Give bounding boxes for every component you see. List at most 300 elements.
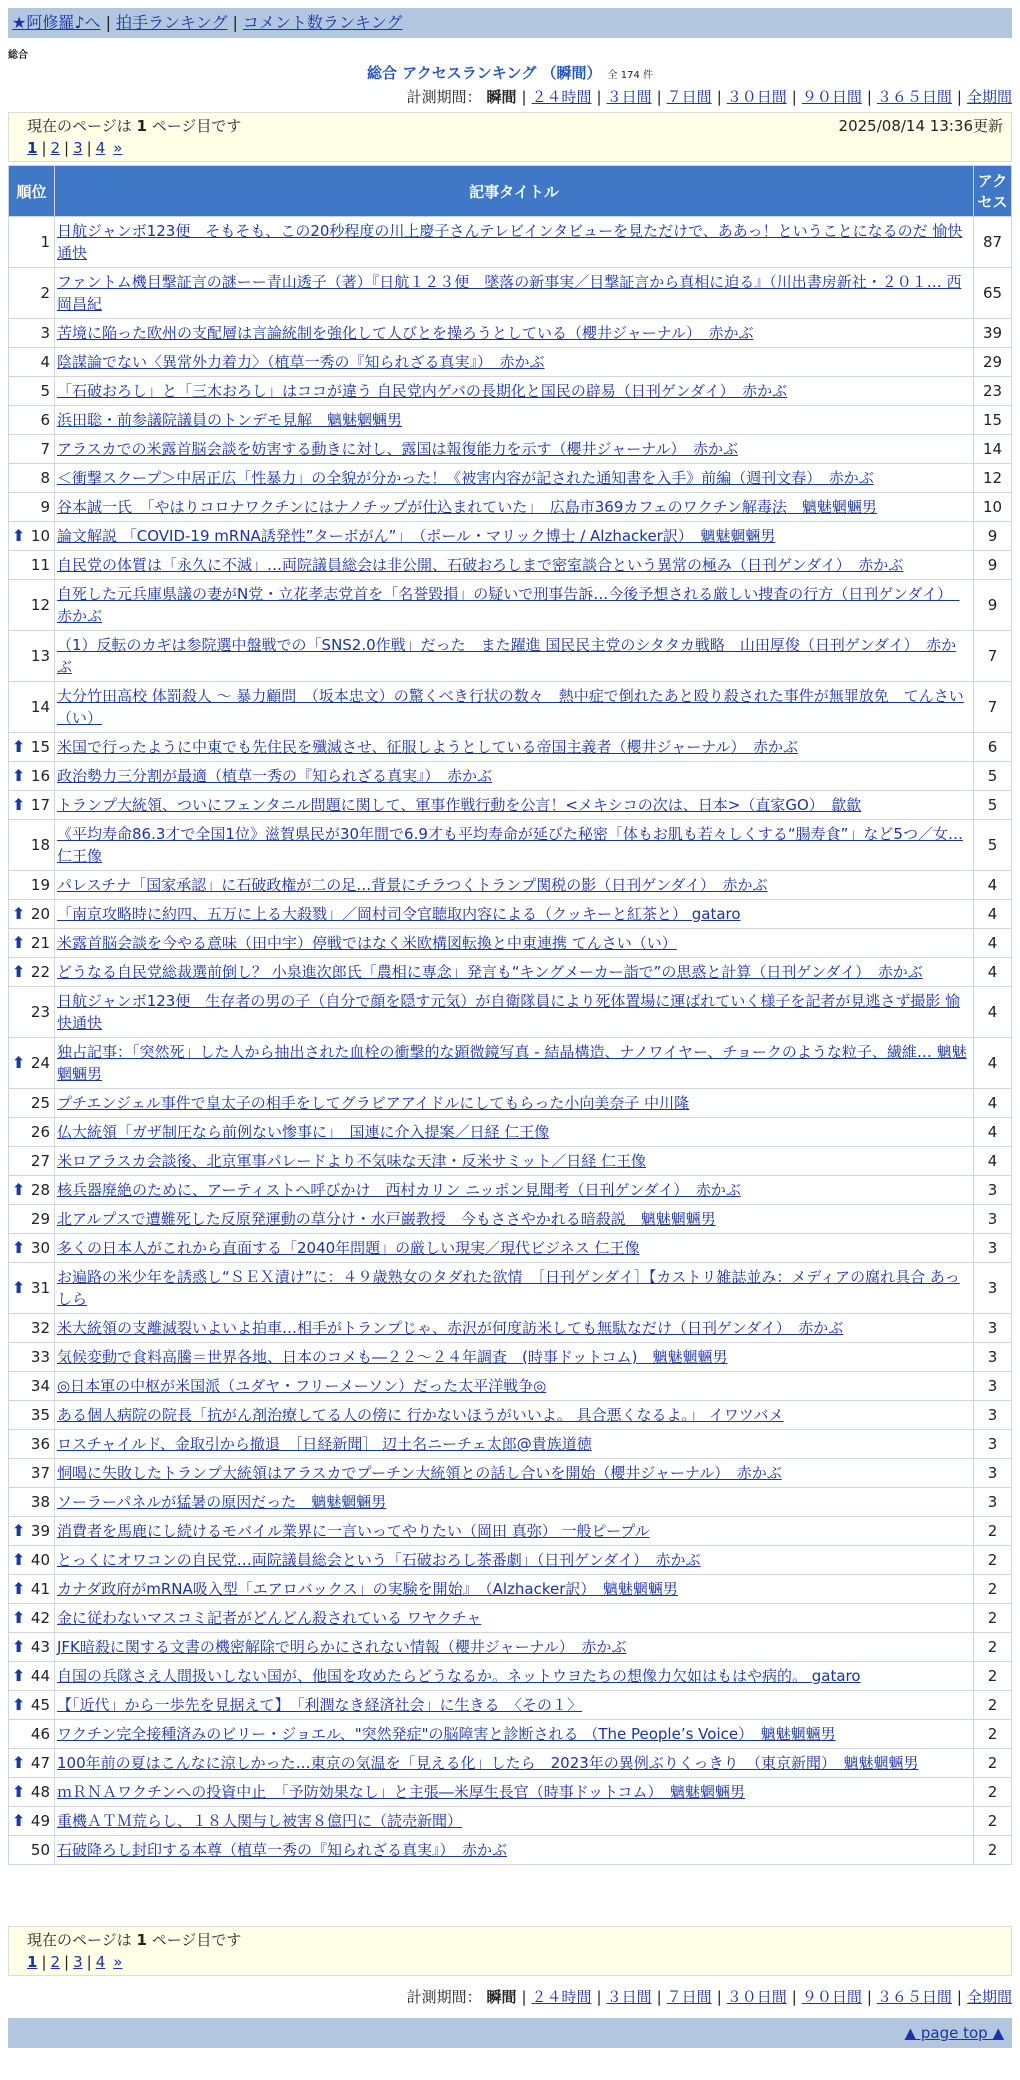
rank-cell: [9, 1691, 55, 1720]
title-cell: [55, 1147, 974, 1176]
rank-cell: [9, 762, 55, 791]
nav-link-clap-ranking[interactable]: 拍手ランキング: [115, 13, 228, 32]
table-row: [9, 1546, 1012, 1575]
nav-link-asyura-home[interactable]: ★阿修羅♪へ: [12, 13, 101, 32]
title-cell: [55, 1662, 974, 1691]
rank-up-arrow-icon: ⬆: [12, 1782, 26, 1801]
article-title-link[interactable]: お遍路の米少年を誘惑し“ＳＥＸ漬け”に：４９歳熟女のタダれた欲情 ［日刊ゲンダイ］【カストリ雑誌並み：メディアの腐れ具合 あっしら: [57, 1268, 960, 1308]
period-link-365d[interactable]: ３６５日間: [876, 88, 952, 106]
article-title-link[interactable]: 《平均寿命86.3才で全国1位》滋賀県民が30年間で6.9才も平均寿命が延びた秘密「体もお肌も若々しくする“腸寿食”」など5つ／女… 仁王像: [57, 825, 963, 865]
period-link-7d[interactable]: ７日間: [666, 1988, 712, 2006]
title-cell: [55, 791, 974, 820]
access-count: 10: [974, 493, 1012, 522]
table-row: [9, 551, 1012, 580]
title-cell: [55, 1604, 974, 1633]
period-link-all[interactable]: 全期間: [966, 88, 1012, 106]
page-link-3[interactable]: 3: [73, 139, 83, 157]
access-count: 3: [974, 1343, 1012, 1372]
table-row: [9, 464, 1012, 493]
access-count: 4: [974, 1089, 1012, 1118]
rank-cell: [9, 1176, 55, 1205]
total-count: 全 174 件: [607, 70, 653, 81]
rank-up-arrow-icon: ⬆: [12, 1053, 26, 1072]
rank-cell: [9, 682, 55, 733]
period-link-all[interactable]: 全期間: [966, 1988, 1012, 2006]
period-link-365d[interactable]: ３６５日間: [876, 1988, 952, 2006]
page-link-next[interactable]: »: [113, 1953, 123, 1971]
title-cell: [55, 682, 974, 733]
page-link-4[interactable]: 4: [95, 139, 106, 157]
table-row: [9, 217, 1012, 268]
table-row: [9, 1807, 1012, 1836]
article-title-link[interactable]: 論文解説 「COVID-19 mRNA誘発性”ターボがん”」 （ポール・マリック博士 / Alzhacker訳） 魑魅魍魎男: [57, 527, 776, 545]
ranking-table: [8, 165, 1012, 1865]
table-row: [9, 435, 1012, 464]
table-row: [9, 1604, 1012, 1633]
rank-number: 18: [30, 836, 50, 854]
rank-number: 8: [40, 469, 50, 487]
table-row: [9, 733, 1012, 762]
access-count: 12: [974, 464, 1012, 493]
article-title-link[interactable]: ファントム機目撃証言の謎ーー青山透子（著）『日航１２３便 墜落の新事実／目撃証言から真相に迫る』（川出書房新社・２０１… 西岡昌紀: [57, 273, 962, 313]
article-title-link[interactable]: 自民党の体質は「永久に不滅」…両院議員総会は非公開、石破おろしまで密室談合という異常の極み（日刊ゲンダイ） 赤かぶ: [57, 556, 904, 574]
rank-number: 40: [30, 1551, 50, 1569]
rank-cell: [9, 377, 55, 406]
article-title-link[interactable]: 北アルプスで遭難死した反原発運動の草分け・水戸巌教授 今もささやかれる暗殺説 魑魅魍魎男: [57, 1210, 716, 1228]
page-indicator: 現在のページは 1 ページ目です: [27, 1931, 242, 1949]
article-title-link[interactable]: ＜衝撃スクープ＞中居正広「性暴力」の全貌が分かった！《被害内容が記された通知書を入手》前編（週刊文春） 赤かぶ: [57, 469, 874, 487]
title-cell: [55, 348, 974, 377]
table-row: [9, 406, 1012, 435]
rank-up-arrow-icon: ⬆: [12, 1753, 26, 1772]
access-count: 2: [974, 1546, 1012, 1575]
rank-cell: [9, 1807, 55, 1836]
article-title-link[interactable]: 消費者を馬鹿にし続けるモバイル業界に一言いってやりたい（岡田 真弥） 一般ピープル: [57, 1522, 650, 1540]
rank-cell: [9, 348, 55, 377]
period-label: 計測期間：: [406, 1988, 482, 2006]
access-count: 2: [974, 1778, 1012, 1807]
table-row: [9, 1430, 1012, 1459]
category-label: 総合: [8, 50, 28, 61]
rank-number: 38: [30, 1493, 50, 1511]
page-link-next[interactable]: »: [113, 139, 123, 157]
title-cell: [55, 1176, 974, 1205]
rank-number: 42: [30, 1609, 50, 1627]
table-row: [9, 1720, 1012, 1749]
article-title-link[interactable]: カナダ政府がmRNA吸入型「エアロバックス」の実験を開始』 （Alzhacker訳） 魑魅魍魎男: [57, 1580, 678, 1598]
article-title-link[interactable]: どうなる自民党総裁選前倒し？ 小泉進次郎氏「農相に専念」発言も“キングメーカー詣で”の思惑と計算（日刊ゲンダイ） 赤かぶ: [57, 963, 923, 981]
access-count: 9: [974, 551, 1012, 580]
rank-cell: [9, 1459, 55, 1488]
access-count: 3: [974, 1372, 1012, 1401]
article-title-link[interactable]: 多くの日本人がこれから直面する「2040年問題」の厳しい現実／現代ビジネス 仁王像: [57, 1239, 640, 1257]
title-cell: [55, 435, 974, 464]
rank-cell: [9, 987, 55, 1038]
access-count: 39: [974, 319, 1012, 348]
rank-cell: [9, 1836, 55, 1865]
article-title-link[interactable]: 陰謀論でない〈異常外力着力〉（植草一秀の『知られざる真実』） 赤かぶ: [57, 353, 545, 371]
access-count: 29: [974, 348, 1012, 377]
rank-cell: [9, 268, 55, 319]
page-link-4[interactable]: 4: [95, 1953, 106, 1971]
page-top-link[interactable]: ▲ page top ▲: [904, 2024, 1004, 2042]
rank-number: 44: [30, 1667, 50, 1685]
table-row: [9, 762, 1012, 791]
rank-cell: [9, 580, 55, 631]
rank-number: 3: [40, 324, 50, 342]
article-title-link[interactable]: ｍＲＮＡワクチンへの投資中止 「予防効果なし」と主張―米厚生長官（時事ドットコム） 魑魅魍魎男: [57, 1783, 746, 1801]
access-count: 65: [974, 268, 1012, 319]
access-count: 6: [974, 733, 1012, 762]
rank-number: 33: [30, 1348, 50, 1366]
article-title-link[interactable]: 谷本誠一氏 「やはりコロナワクチンにはナノチップが仕込まれていた」 広島市369カフェのワクチン解毒法 魑魅魍魎男: [57, 498, 877, 516]
title-cell: [55, 1430, 974, 1459]
access-count: 4: [974, 1118, 1012, 1147]
rank-number: 43: [30, 1638, 50, 1656]
article-title-link[interactable]: 恫喝に失敗したトランプ大統領はアラスカでプーチン大統領との話し合いを開始（櫻井ジャーナル） 赤かぶ: [57, 1464, 782, 1482]
access-count: 2: [974, 1691, 1012, 1720]
rank-number: 26: [30, 1123, 50, 1141]
page-links: 1 | 2 | 3 | 4 »: [27, 1953, 123, 1971]
rank-up-arrow-icon: ⬆: [12, 962, 26, 981]
title-cell: [55, 871, 974, 900]
page-title: 総合 アクセスランキング （瞬間）: [367, 64, 602, 82]
article-title-link[interactable]: 政治勢力三分割が最適（植草一秀の『知られざる真実』） 赤かぶ: [57, 767, 493, 785]
article-title-link[interactable]: （1）反転のカギは参院選中盤戦での「SNS2.0作戦」だった また躍進 国民民主党のシタタカ戦略 山田厚俊（日刊ゲンダイ） 赤かぶ: [57, 636, 957, 676]
article-title-link[interactable]: 大分竹田高校 体罰殺人 ～ 暴力顧問 （坂本忠文）の驚くべき行状の数々 熱中症で倒れたあと殴り殺された事件が無罪放免 てんさい（い）: [57, 687, 964, 727]
table-row: [9, 580, 1012, 631]
pager-bottom: [8, 1926, 1012, 1976]
article-title-link[interactable]: 石破降ろし封印する本尊（植草一秀の『知られざる真実』） 赤かぶ: [57, 1841, 508, 1859]
access-count: 2: [974, 1807, 1012, 1836]
table-row: [9, 1517, 1012, 1546]
article-title-link[interactable]: 自国の兵隊さえ人間扱いしない国が、他国を攻めたらどうなるか。ネットウヨたちの想像力欠如はもはや病的。 gataro: [57, 1667, 861, 1685]
title-cell: [55, 1343, 974, 1372]
rank-number: 16: [30, 767, 50, 785]
period-link-3d[interactable]: ３日間: [606, 1988, 652, 2006]
access-count: 2: [974, 1720, 1012, 1749]
article-title-link[interactable]: 米ロアラスカ会談後、北京軍事パレードより不気味な天津・反米サミット／日経 仁王像: [57, 1152, 647, 1170]
title-cell: [55, 268, 974, 319]
access-count: 23: [974, 377, 1012, 406]
rank-up-arrow-icon: ⬆: [12, 1579, 26, 1598]
table-row: [9, 1263, 1012, 1314]
table-row: [9, 1176, 1012, 1205]
rank-number: 34: [30, 1377, 50, 1395]
rank-cell: [9, 1038, 55, 1089]
period-link-24h[interactable]: ２４時間: [531, 88, 592, 106]
title-cell: [55, 958, 974, 987]
rank-cell: [9, 1118, 55, 1147]
article-title-link[interactable]: 【「近代」から一歩先を見据えて】 「利潤なき経済社会」に生きる 〈その１〉: [57, 1696, 583, 1714]
rank-number: 21: [30, 934, 50, 952]
rank-up-arrow-icon: ⬆: [12, 795, 26, 814]
rank-number: 9: [40, 498, 50, 516]
page-link-2[interactable]: 2: [50, 1953, 61, 1971]
title-cell: [55, 493, 974, 522]
rank-cell: [9, 1546, 55, 1575]
rank-number: 2: [40, 284, 50, 302]
article-title-link[interactable]: 米国で行ったように中東でも先住民を殲滅させ、征服しようとしている帝国主義者（櫻井ジャーナル） 赤かぶ: [57, 738, 799, 756]
table-row: [9, 682, 1012, 733]
access-count: 4: [974, 987, 1012, 1038]
title-cell: [55, 1749, 974, 1778]
bottom-bar: [8, 2018, 1012, 2048]
article-title-link[interactable]: 核兵器廃絶のために、アーティストへ呼びかけ 西村カリン ニッポン見聞考（日刊ゲンダイ） 赤かぶ: [57, 1181, 741, 1199]
article-title-link[interactable]: ロスチャイルド、金取引から撤退 ［日経新聞］ 辺土名ニーチェ太郎@貴族道徳: [57, 1435, 592, 1453]
table-row: [9, 1488, 1012, 1517]
rank-up-arrow-icon: ⬆: [12, 1695, 26, 1714]
rank-number: 32: [30, 1319, 50, 1337]
rank-number: 45: [30, 1696, 50, 1714]
rank-number: 47: [30, 1754, 50, 1772]
period-current: 瞬間: [486, 1988, 517, 2006]
rank-cell: [9, 958, 55, 987]
table-row: [9, 1118, 1012, 1147]
access-count: 87: [974, 217, 1012, 268]
rank-cell: [9, 464, 55, 493]
table-row: [9, 1089, 1012, 1118]
table-row: [9, 1836, 1012, 1865]
rank-cell: [9, 1778, 55, 1807]
table-row: [9, 377, 1012, 406]
table-row: [9, 1662, 1012, 1691]
rank-number: 19: [30, 876, 50, 894]
rank-cell: [9, 1089, 55, 1118]
article-title-link[interactable]: ソーラーパネルが猛暑の原因だった 魑魅魍魎男: [57, 1493, 387, 1511]
period-link-7d[interactable]: ７日間: [666, 88, 712, 106]
article-title-link[interactable]: 「石破おろし」と「三木おろし」はココが違う 自民党内ゲバの長期化と国民の辟易（日刊ゲンダイ） 赤かぶ: [57, 382, 788, 400]
title-cell: [55, 1778, 974, 1807]
table-row: [9, 1401, 1012, 1430]
article-title-link[interactable]: 独占記事：「突然死」した人から抽出された血栓の衝撃的な顕微鏡写真 - 結晶構造、ナノワイヤー、チョークのような粒子、繊維… 魑魅魍魎男: [57, 1043, 967, 1083]
rank-up-arrow-icon: ⬆: [12, 1550, 26, 1569]
access-count: 7: [974, 682, 1012, 733]
period-selector-top: 計測期間： 瞬間 | ２４時間 | ３日間 | ７日間 | ３０日間 | ９０日間 | ３６５日間 | 全期間: [406, 88, 1012, 106]
rank-cell: [9, 1662, 55, 1691]
page-link-current[interactable]: 1: [27, 139, 38, 157]
table-row: [9, 1314, 1012, 1343]
article-title-link[interactable]: 米大統領の支離滅裂いよいよ拍車…相手がトランプじゃ、赤沢が何度訪米しても無駄なだけ（日刊ゲンダイ） 赤かぶ: [57, 1319, 844, 1337]
rank-cell: [9, 319, 55, 348]
article-title-link[interactable]: トランプ大統領、ついにフェンタニル問題に関して、軍事作戦行動を公言！<メキシコの次は、日本>（直家GO） 歙歙: [57, 796, 862, 814]
title-cell: [55, 733, 974, 762]
rank-number: 7: [40, 440, 50, 458]
rank-cell: [9, 631, 55, 682]
pager-top: [8, 112, 1012, 162]
rank-up-arrow-icon: ⬆: [12, 1666, 26, 1685]
table-row: [9, 871, 1012, 900]
rank-number: 13: [30, 647, 50, 665]
rank-cell: [9, 1205, 55, 1234]
nav-separator: |: [105, 13, 111, 32]
rank-number: 49: [30, 1812, 50, 1830]
table-row: [9, 522, 1012, 551]
rank-up-arrow-icon: ⬆: [12, 1608, 26, 1627]
table-row: [9, 791, 1012, 820]
table-row: [9, 631, 1012, 682]
table-row: [9, 958, 1012, 987]
rank-number: 24: [30, 1054, 50, 1072]
rank-up-arrow-icon: ⬆: [12, 1521, 26, 1540]
table-row: [9, 1343, 1012, 1372]
title-cell: [55, 1517, 974, 1546]
article-title-link[interactable]: プチエンジェル事件で皇太子の相手をしてグラビアアイドルにしてもらった小向美奈子 中川隆: [57, 1094, 690, 1112]
article-title-link[interactable]: 日航ジャンボ123便 そもそも、この20秒程度の川上慶子さんテレビインタビューを見ただけで、ああっ！ということになるのだ 愉快通快: [57, 222, 963, 262]
rank-up-arrow-icon: ⬆: [12, 933, 26, 952]
rank-up-arrow-icon: ⬆: [12, 904, 26, 923]
article-title-link[interactable]: ワクチン完全接種済みのビリー・ジョエル、"突然発症"の脳障害と診断される （The People’s Voice） 魑魅魍魎男: [57, 1725, 836, 1743]
access-count: 5: [974, 762, 1012, 791]
title-cell: [55, 217, 974, 268]
access-count: 3: [974, 1176, 1012, 1205]
article-title-link[interactable]: アラスカでの米露首脳会談を妨害する動きに対し、露国は報復能力を示す（櫻井ジャーナル） 赤かぶ: [57, 440, 739, 458]
article-title-link[interactable]: 仏大統領「ガザ制圧なら前例ない惨事に」 国連に介入提案／日経 仁王像: [57, 1123, 550, 1141]
access-count: 2: [974, 1662, 1012, 1691]
article-title-link[interactable]: 苦境に陥った欧州の支配層は言論統制を強化して人びとを操ろうとしている（櫻井ジャーナル） 赤かぶ: [57, 324, 754, 342]
article-title-link[interactable]: ◎日本軍の中枢が米国派（ユダヤ・フリーメーソン）だった太平洋戦争◎: [57, 1377, 547, 1395]
rank-cell: [9, 435, 55, 464]
table-row: [9, 1575, 1012, 1604]
title-cell: [55, 762, 974, 791]
table-header-row: [9, 166, 1012, 217]
rank-cell: [9, 493, 55, 522]
table-row: [9, 1147, 1012, 1176]
nav-link-comment-ranking[interactable]: コメント数ランキング: [242, 13, 403, 32]
article-title-link[interactable]: 「南京攻略時に約四、五万に上る大殺戮」／岡村司令官聴取内容による（クッキーと紅茶と） gataro: [57, 905, 741, 923]
rank-number: 15: [30, 738, 50, 756]
rank-cell: [9, 522, 55, 551]
rank-number: 1: [40, 233, 50, 251]
access-count: 2: [974, 1749, 1012, 1778]
title-cell: [55, 929, 974, 958]
period-selector-bottom: 計測期間： 瞬間 | ２４時間 | ３日間 | ７日間 | ３０日間 | ９０日間 | ３６５日間 | 全期間: [406, 1988, 1012, 2006]
period-link-30d[interactable]: ３０日間: [726, 88, 787, 106]
rank-number: 50: [30, 1841, 50, 1859]
rank-cell: [9, 1517, 55, 1546]
rank-number: 4: [40, 353, 50, 371]
title-cell: [55, 1691, 974, 1720]
title-cell: [55, 1720, 974, 1749]
rank-cell: [9, 1372, 55, 1401]
table-row: [9, 348, 1012, 377]
table-row: [9, 929, 1012, 958]
ranking-title-row: [0, 62, 1020, 83]
page-link-current[interactable]: 1: [27, 1953, 38, 1971]
access-count: 7: [974, 631, 1012, 682]
access-count: 3: [974, 1488, 1012, 1517]
rank-cell: [9, 1314, 55, 1343]
article-title-link[interactable]: 金に従わないマスコミ記者がどんどん殺されている ワヤクチャ: [57, 1609, 482, 1627]
period-link-90d[interactable]: ９０日間: [801, 88, 862, 106]
rank-up-arrow-icon: ⬆: [12, 737, 26, 756]
ranking-table-body: [9, 217, 1012, 1865]
table-row: [9, 1038, 1012, 1089]
rank-number: 23: [30, 1003, 50, 1021]
article-title-link[interactable]: 100年前の夏はこんなに涼しかった…東京の気温を「見える化」したら 2023年の異例ぶりくっきり （東京新聞） 魑魅魍魎男: [57, 1754, 919, 1772]
title-cell: [55, 1089, 974, 1118]
page-link-3[interactable]: 3: [73, 1953, 83, 1971]
rank-up-arrow-icon: ⬆: [12, 1637, 26, 1656]
table-row: [9, 1691, 1012, 1720]
title-cell: [55, 1836, 974, 1865]
header-access: アクセス: [974, 166, 1012, 217]
access-count: 2: [974, 1836, 1012, 1865]
table-row: [9, 1459, 1012, 1488]
access-count: 3: [974, 1430, 1012, 1459]
rank-number: 31: [30, 1279, 50, 1297]
rank-number: 20: [30, 905, 50, 923]
title-cell: [55, 1038, 974, 1089]
access-count: 14: [974, 435, 1012, 464]
article-title-link[interactable]: 自死した元兵庫県議の妻がN党・立花孝志党首を「名誉毀損」の疑いで刑事告訴…今後予想される厳しい捜査の行方（日刊ゲンダイ） 赤かぶ: [57, 585, 960, 625]
period-link-24h[interactable]: ２４時間: [531, 1988, 592, 2006]
top-nav-bar: [8, 8, 1012, 38]
access-count: 2: [974, 1517, 1012, 1546]
access-count: 2: [974, 1604, 1012, 1633]
title-cell: [55, 1459, 974, 1488]
rank-up-arrow-icon: ⬆: [12, 1811, 26, 1830]
title-cell: [55, 1546, 974, 1575]
period-link-90d[interactable]: ９０日間: [801, 1988, 862, 2006]
rank-up-arrow-icon: ⬆: [12, 1238, 26, 1257]
table-row: [9, 900, 1012, 929]
access-count: 4: [974, 900, 1012, 929]
rank-up-arrow-icon: ⬆: [12, 1180, 26, 1199]
updated-timestamp: 2025/08/14 13:36更新: [838, 117, 1003, 135]
access-count: 4: [974, 871, 1012, 900]
table-row: [9, 319, 1012, 348]
article-title-link[interactable]: 日航ジャンボ123便 生存者の男の子（自分で顔を隠す元気）が自衛隊員により死体置場に運ばれていく様子を記者が見逃さず撮影 愉快通快: [57, 992, 961, 1032]
title-cell: [55, 377, 974, 406]
period-label: 計測期間：: [406, 88, 482, 106]
table-row: [9, 987, 1012, 1038]
article-title-link[interactable]: 気候変動で食料高騰＝世界各地、日本のコメも―２２～２４年調査 (時事ドットコム) 魑魅魍魎男: [57, 1348, 728, 1366]
table-row: [9, 1205, 1012, 1234]
page-link-2[interactable]: 2: [50, 139, 61, 157]
title-cell: [55, 820, 974, 871]
article-title-link[interactable]: 重機ＡＴＭ荒らし、１８人関与し被害８億円に（読売新聞）: [57, 1812, 463, 1830]
rank-cell: [9, 1234, 55, 1263]
article-title-link[interactable]: JFK暗殺に関する文書の機密解除で明らかにされない情報（櫻井ジャーナル） 赤かぶ: [57, 1638, 627, 1656]
rank-cell: [9, 1575, 55, 1604]
rank-number: 22: [30, 963, 50, 981]
rank-number: 29: [30, 1210, 50, 1228]
header-rank: 順位: [9, 166, 55, 217]
article-title-link[interactable]: とっくにオワコンの自民党…両院議員総会という「石破おろし茶番劇」（日刊ゲンダイ） 赤かぶ: [57, 1551, 701, 1569]
article-title-link[interactable]: ある個人病院の院長「抗がん剤治療してる人の傍に 行かないほうがいいよ。 具合悪くなるよ。」 イワツバメ: [57, 1406, 784, 1424]
access-count: 15: [974, 406, 1012, 435]
article-title-link[interactable]: 浜田聡・前参議院議員のトンデモ見解 魑魅魍魎男: [57, 411, 403, 429]
title-cell: [55, 464, 974, 493]
access-count: 3: [974, 1459, 1012, 1488]
title-cell: [55, 1205, 974, 1234]
period-link-30d[interactable]: ３０日間: [726, 1988, 787, 2006]
rank-cell: [9, 791, 55, 820]
access-count: 3: [974, 1205, 1012, 1234]
rank-number: 17: [30, 796, 50, 814]
access-count: 3: [974, 1234, 1012, 1263]
rank-number: 14: [30, 698, 50, 716]
rank-cell: [9, 406, 55, 435]
period-link-3d[interactable]: ３日間: [606, 88, 652, 106]
rank-cell: [9, 1430, 55, 1459]
article-title-link[interactable]: 米露首脳会談を今やる意味（田中宇）停戦ではなく米欧構図転換と中東連携 てんさい（い）: [57, 934, 677, 952]
access-count: 9: [974, 522, 1012, 551]
access-count: 4: [974, 1147, 1012, 1176]
article-title-link[interactable]: パレスチナ「国家承認」に石破政権が二の足…背景にチラつくトランプ関税の影（日刊ゲンダイ） 赤かぶ: [57, 876, 768, 894]
page-links: 1 | 2 | 3 | 4 »: [27, 139, 123, 157]
